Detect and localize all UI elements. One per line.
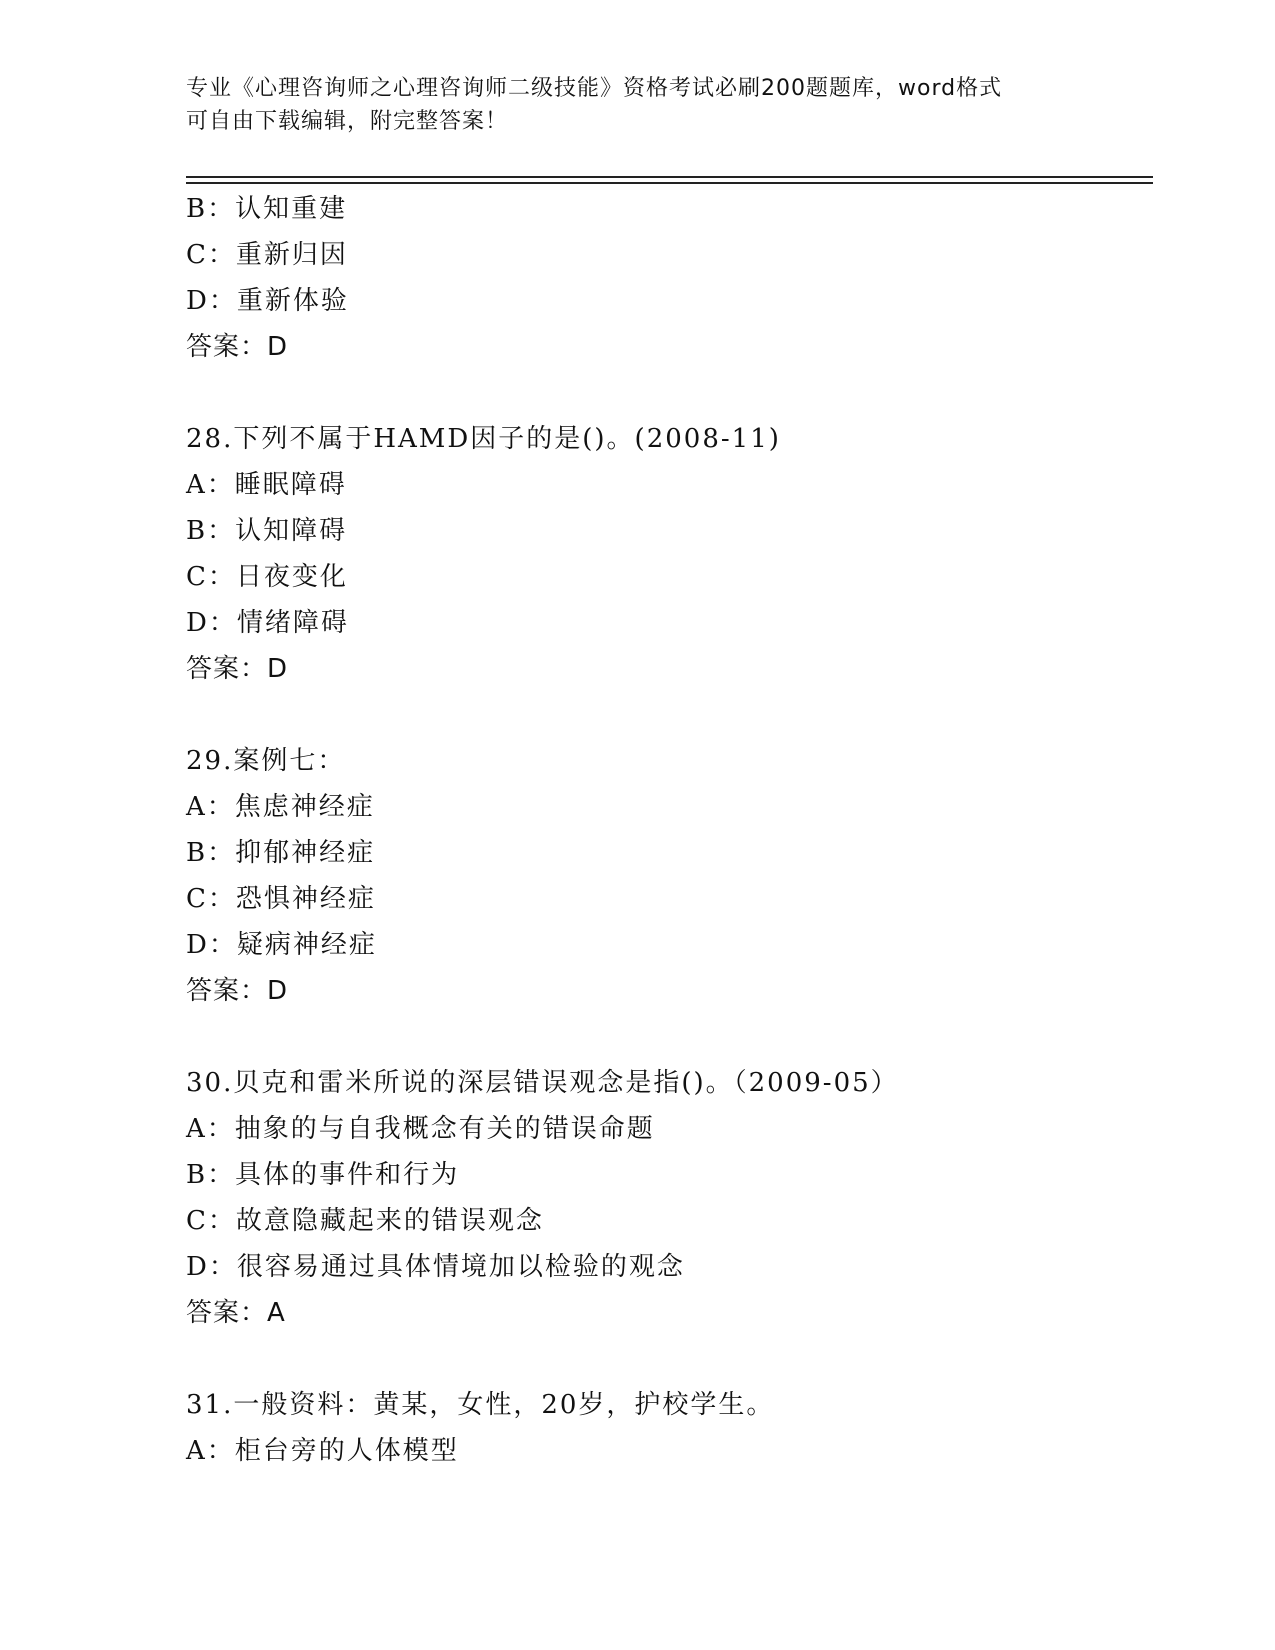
question-spacer xyxy=(186,1336,1146,1382)
option-line: B：具体的事件和行为 xyxy=(186,1160,460,1190)
header-divider-top xyxy=(186,176,1153,178)
option-line: A：抽象的与自我概念有关的错误命题 xyxy=(186,1114,655,1144)
question-block-31 xyxy=(186,1382,1146,1474)
option-line: C：恐惧神经症 xyxy=(186,884,376,914)
answer-line: 答案：D xyxy=(186,654,289,684)
question-stem: 28.下列不属于HAMD因子的是()。(2008-11) xyxy=(186,424,781,454)
answer-line: 答案：D xyxy=(186,976,289,1006)
question-spacer xyxy=(186,370,1146,416)
question-block-27-continued xyxy=(186,186,1146,370)
option-line: A：睡眠障碍 xyxy=(186,470,347,500)
option-line: D：情绪障碍 xyxy=(186,608,349,638)
option-line: D：疑病神经症 xyxy=(186,930,377,960)
option-line: C：重新归因 xyxy=(186,240,348,270)
question-block-30 xyxy=(186,1060,1146,1336)
question-stem: 29.案例七： xyxy=(186,746,346,776)
question-block-29 xyxy=(186,738,1146,1014)
option-line: D：重新体验 xyxy=(186,286,349,316)
question-list xyxy=(186,186,1146,1474)
question-stem: 30.贝克和雷米所说的深层错误观念是指()。（2009-05） xyxy=(186,1068,899,1098)
answer-line: 答案：D xyxy=(186,332,289,362)
question-spacer xyxy=(186,1014,1146,1060)
header-divider-bottom xyxy=(186,182,1153,184)
option-line: B：认知重建 xyxy=(186,194,348,224)
question-stem: 31.一般资料：黄某，女性，20岁，护校学生。 xyxy=(186,1390,775,1420)
document-header xyxy=(186,72,1086,138)
option-line: A：柜台旁的人体模型 xyxy=(186,1436,459,1466)
option-line: C：故意隐藏起来的错误观念 xyxy=(186,1206,544,1236)
header-line-1: 专业《心理咨询师之心理咨询师二级技能》资格考试必刷200题题库，word格式 xyxy=(186,76,1003,101)
option-line: D：很容易通过具体情境加以检验的观念 xyxy=(186,1252,685,1282)
option-line: C：日夜变化 xyxy=(186,562,348,592)
question-block-28 xyxy=(186,416,1146,692)
header-line-2: 可自由下载编辑，附完整答案！ xyxy=(186,109,509,134)
answer-line: 答案：A xyxy=(186,1298,286,1328)
question-spacer xyxy=(186,692,1146,738)
option-line: B：认知障碍 xyxy=(186,516,348,546)
option-line: B：抑郁神经症 xyxy=(186,838,376,868)
option-line: A：焦虑神经症 xyxy=(186,792,375,822)
